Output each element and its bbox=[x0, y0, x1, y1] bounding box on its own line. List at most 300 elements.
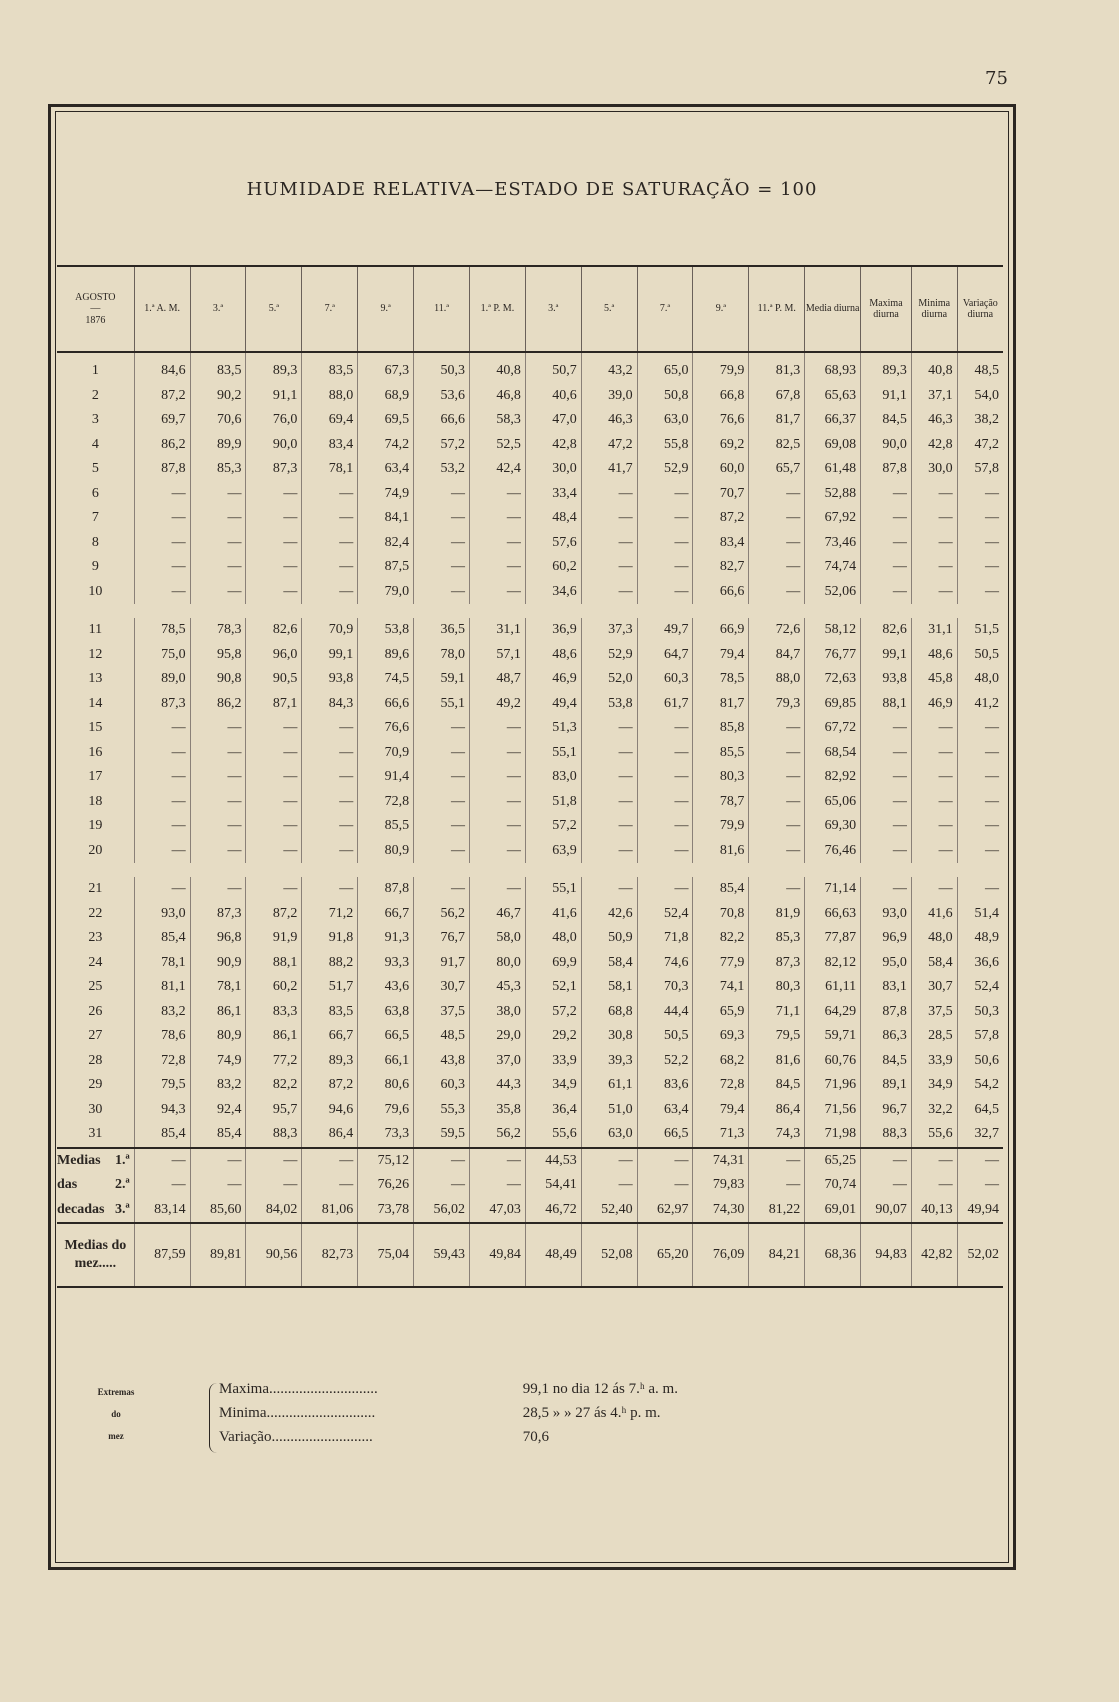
value-cell: 91,9 bbox=[246, 926, 302, 951]
page-number: 75 bbox=[985, 68, 1008, 89]
value-cell: 78,6 bbox=[134, 1024, 190, 1049]
value-cell: — bbox=[911, 814, 957, 839]
value-cell: 86,2 bbox=[190, 692, 246, 717]
value-cell: 70,3 bbox=[637, 975, 693, 1000]
value-cell: 47,2 bbox=[957, 433, 1003, 458]
value-cell: 60,3 bbox=[637, 667, 693, 692]
value-cell: 66,6 bbox=[693, 580, 749, 605]
value-cell: 39,3 bbox=[581, 1049, 637, 1074]
value-cell: — bbox=[414, 839, 470, 864]
value-cell: — bbox=[414, 765, 470, 790]
value-cell: 70,74 bbox=[805, 1173, 861, 1198]
value-cell: 37,5 bbox=[911, 1000, 957, 1025]
value-cell: 87,2 bbox=[693, 506, 749, 531]
value-cell: 89,1 bbox=[861, 1073, 912, 1098]
value-cell: 72,8 bbox=[693, 1073, 749, 1098]
value-cell: 63,4 bbox=[358, 457, 414, 482]
table-row bbox=[57, 814, 1003, 839]
value-cell: 51,7 bbox=[302, 975, 358, 1000]
value-cell: 74,6 bbox=[637, 951, 693, 976]
column-header: 3.ª bbox=[525, 266, 581, 352]
value-cell: 83,5 bbox=[302, 352, 358, 384]
value-cell: — bbox=[749, 1173, 805, 1198]
value-cell: 84,5 bbox=[861, 1049, 912, 1074]
value-cell: 57,8 bbox=[957, 457, 1003, 482]
value-cell: — bbox=[469, 716, 525, 741]
column-header: Minima diurna bbox=[911, 266, 957, 352]
value-cell: — bbox=[134, 506, 190, 531]
value-cell: 30,0 bbox=[525, 457, 581, 482]
value-cell: — bbox=[911, 580, 957, 605]
value-cell: — bbox=[414, 531, 470, 556]
value-cell: — bbox=[469, 506, 525, 531]
value-cell: 64,5 bbox=[957, 1098, 1003, 1123]
value-cell: 49,84 bbox=[469, 1223, 525, 1287]
value-cell: 70,7 bbox=[693, 482, 749, 507]
day-cell: 23 bbox=[88, 930, 103, 946]
value-cell: — bbox=[469, 555, 525, 580]
value-cell: — bbox=[861, 580, 912, 605]
value-cell: 78,5 bbox=[693, 667, 749, 692]
value-cell: 44,53 bbox=[525, 1148, 581, 1174]
table-row bbox=[57, 1098, 1003, 1123]
value-cell: 53,8 bbox=[358, 618, 414, 643]
value-cell: 40,8 bbox=[469, 352, 525, 384]
value-cell: 74,9 bbox=[358, 482, 414, 507]
value-cell: 68,2 bbox=[693, 1049, 749, 1074]
value-cell: 52,9 bbox=[581, 643, 637, 668]
value-cell: 57,2 bbox=[525, 1000, 581, 1025]
value-cell: 82,5 bbox=[749, 433, 805, 458]
value-cell: 95,0 bbox=[861, 951, 912, 976]
value-cell: 52,02 bbox=[957, 1223, 1003, 1287]
value-cell: 76,77 bbox=[805, 643, 861, 668]
table-row bbox=[57, 531, 1003, 556]
month-label: AGOSTO bbox=[75, 291, 116, 303]
value-cell: 78,1 bbox=[134, 951, 190, 976]
value-cell: 46,3 bbox=[911, 408, 957, 433]
value-cell: 30,8 bbox=[581, 1024, 637, 1049]
value-cell: 45,8 bbox=[911, 667, 957, 692]
value-cell: — bbox=[749, 741, 805, 766]
value-cell: 72,8 bbox=[134, 1049, 190, 1074]
day-cell: 3 bbox=[91, 412, 99, 428]
extreme-variation-row bbox=[219, 1429, 549, 1453]
value-cell: 83,5 bbox=[302, 1000, 358, 1025]
value-cell: 51,0 bbox=[581, 1098, 637, 1123]
value-cell: 54,2 bbox=[957, 1073, 1003, 1098]
day-cell: 17 bbox=[88, 769, 103, 785]
value-cell: — bbox=[190, 839, 246, 864]
value-cell: 86,1 bbox=[246, 1024, 302, 1049]
value-cell: 58,4 bbox=[581, 951, 637, 976]
value-cell: 52,2 bbox=[637, 1049, 693, 1074]
value-cell: 88,0 bbox=[302, 384, 358, 409]
column-header: 3.ª bbox=[190, 266, 246, 352]
value-cell: 70,9 bbox=[358, 741, 414, 766]
value-cell: — bbox=[861, 839, 912, 864]
value-cell: 78,1 bbox=[302, 457, 358, 482]
value-cell: — bbox=[581, 1173, 637, 1198]
value-cell: 86,2 bbox=[134, 433, 190, 458]
value-cell: 80,3 bbox=[749, 975, 805, 1000]
value-cell: — bbox=[957, 1148, 1003, 1174]
value-cell: 68,8 bbox=[581, 1000, 637, 1025]
value-cell: 72,8 bbox=[358, 790, 414, 815]
value-cell: 29,0 bbox=[469, 1024, 525, 1049]
value-cell: 80,3 bbox=[693, 765, 749, 790]
value-cell: — bbox=[302, 555, 358, 580]
value-cell: 55,1 bbox=[525, 741, 581, 766]
value-cell: 36,4 bbox=[525, 1098, 581, 1123]
value-cell: — bbox=[302, 1173, 358, 1198]
value-cell: 90,5 bbox=[246, 667, 302, 692]
value-cell: 73,3 bbox=[358, 1122, 414, 1148]
value-cell: 30,7 bbox=[414, 975, 470, 1000]
value-cell: 91,8 bbox=[302, 926, 358, 951]
value-cell: — bbox=[637, 765, 693, 790]
value-cell: — bbox=[861, 1173, 912, 1198]
value-cell: — bbox=[911, 506, 957, 531]
table-row bbox=[57, 384, 1003, 409]
value-cell: 52,9 bbox=[637, 457, 693, 482]
value-cell: — bbox=[134, 790, 190, 815]
value-cell: 63,0 bbox=[581, 1122, 637, 1148]
value-cell: 66,7 bbox=[302, 1024, 358, 1049]
value-cell: 83,4 bbox=[693, 531, 749, 556]
value-cell: 83,3 bbox=[246, 1000, 302, 1025]
medias-mez-label: Medias do mez..... bbox=[57, 1223, 134, 1287]
value-cell: 42,6 bbox=[581, 902, 637, 927]
value-cell: 57,2 bbox=[414, 433, 470, 458]
value-cell: — bbox=[302, 506, 358, 531]
column-header: 9.ª bbox=[693, 266, 749, 352]
value-cell: 74,1 bbox=[693, 975, 749, 1000]
extreme-min-row bbox=[219, 1405, 660, 1429]
value-cell: 87,59 bbox=[134, 1223, 190, 1287]
day-cell: 2 bbox=[91, 387, 99, 403]
value-cell: 61,7 bbox=[637, 692, 693, 717]
value-cell: 88,3 bbox=[861, 1122, 912, 1148]
value-cell: — bbox=[246, 1148, 302, 1174]
value-cell: 32,7 bbox=[957, 1122, 1003, 1148]
value-cell: 87,3 bbox=[190, 902, 246, 927]
value-cell: — bbox=[414, 814, 470, 839]
value-cell: 70,8 bbox=[693, 902, 749, 927]
value-cell: 34,6 bbox=[525, 580, 581, 605]
value-cell: 65,06 bbox=[805, 790, 861, 815]
value-cell: 87,8 bbox=[861, 1000, 912, 1025]
table-frame bbox=[48, 104, 1016, 1570]
value-cell: 46,8 bbox=[469, 384, 525, 409]
table-row bbox=[57, 352, 1003, 384]
value-cell: 74,9 bbox=[190, 1049, 246, 1074]
value-cell: 74,74 bbox=[805, 555, 861, 580]
value-cell: 87,1 bbox=[246, 692, 302, 717]
value-cell: — bbox=[414, 1173, 470, 1198]
value-cell: 71,8 bbox=[637, 926, 693, 951]
value-cell: 67,3 bbox=[358, 352, 414, 384]
value-cell: 84,21 bbox=[749, 1223, 805, 1287]
value-cell: 76,09 bbox=[693, 1223, 749, 1287]
value-cell: 74,31 bbox=[693, 1148, 749, 1174]
value-cell: 91,7 bbox=[414, 951, 470, 976]
value-cell: 90,0 bbox=[861, 433, 912, 458]
value-cell: 63,9 bbox=[525, 839, 581, 864]
value-cell: 78,7 bbox=[693, 790, 749, 815]
value-cell: — bbox=[749, 506, 805, 531]
value-cell: — bbox=[957, 531, 1003, 556]
value-cell: 89,0 bbox=[134, 667, 190, 692]
value-cell: 50,6 bbox=[957, 1049, 1003, 1074]
value-cell: — bbox=[637, 506, 693, 531]
table-row bbox=[57, 877, 1003, 902]
value-cell: — bbox=[749, 716, 805, 741]
value-cell: 85,4 bbox=[134, 1122, 190, 1148]
value-cell: — bbox=[302, 1148, 358, 1174]
value-cell: — bbox=[134, 580, 190, 605]
value-cell: 42,82 bbox=[911, 1223, 957, 1287]
value-cell: 69,30 bbox=[805, 814, 861, 839]
value-cell: — bbox=[637, 716, 693, 741]
extreme-max-row bbox=[219, 1381, 678, 1405]
value-cell: 68,54 bbox=[805, 741, 861, 766]
extreme-value: 70,6 bbox=[522, 1429, 549, 1445]
value-cell: 57,1 bbox=[469, 643, 525, 668]
value-cell: 60,2 bbox=[246, 975, 302, 1000]
value-cell: 67,72 bbox=[805, 716, 861, 741]
value-cell: 90,0 bbox=[246, 433, 302, 458]
value-cell: — bbox=[469, 1148, 525, 1174]
value-cell: 90,56 bbox=[246, 1223, 302, 1287]
value-cell: — bbox=[134, 531, 190, 556]
day-cell: 25 bbox=[88, 979, 103, 995]
column-header: 1.ª A. M. bbox=[134, 266, 190, 352]
value-cell: 87,2 bbox=[302, 1073, 358, 1098]
table-row bbox=[57, 926, 1003, 951]
day-cell: 31 bbox=[88, 1126, 103, 1142]
value-cell: 50,3 bbox=[957, 1000, 1003, 1025]
value-cell: 46,3 bbox=[581, 408, 637, 433]
value-cell: 96,9 bbox=[861, 926, 912, 951]
value-cell: 82,73 bbox=[302, 1223, 358, 1287]
value-cell: — bbox=[302, 877, 358, 902]
value-cell: 81,3 bbox=[749, 352, 805, 384]
value-cell: 30,7 bbox=[911, 975, 957, 1000]
value-cell: 40,13 bbox=[911, 1198, 957, 1224]
value-cell: 86,4 bbox=[749, 1098, 805, 1123]
extreme-name: Maxima............................. bbox=[219, 1381, 378, 1397]
value-cell: 47,03 bbox=[469, 1198, 525, 1224]
value-cell: 78,1 bbox=[190, 975, 246, 1000]
value-cell: 61,48 bbox=[805, 457, 861, 482]
day-rows bbox=[57, 352, 1003, 1148]
day-cell: 11 bbox=[88, 622, 103, 638]
value-cell: 58,4 bbox=[911, 951, 957, 976]
value-cell: 87,8 bbox=[358, 877, 414, 902]
value-cell: 42,8 bbox=[525, 433, 581, 458]
value-cell: 63,0 bbox=[637, 408, 693, 433]
value-cell: — bbox=[911, 1173, 957, 1198]
value-cell: — bbox=[190, 741, 246, 766]
value-cell: 46,72 bbox=[525, 1198, 581, 1224]
value-cell: 81,6 bbox=[749, 1049, 805, 1074]
value-cell: 93,3 bbox=[358, 951, 414, 976]
value-cell: 96,8 bbox=[190, 926, 246, 951]
value-cell: 85,60 bbox=[190, 1198, 246, 1224]
value-cell: 57,8 bbox=[957, 1024, 1003, 1049]
value-cell: 72,6 bbox=[749, 618, 805, 643]
day-cell: 8 bbox=[91, 534, 99, 550]
value-cell: 99,1 bbox=[861, 643, 912, 668]
value-cell: — bbox=[861, 877, 912, 902]
value-cell: — bbox=[957, 741, 1003, 766]
value-cell: — bbox=[134, 482, 190, 507]
value-cell: 80,9 bbox=[358, 839, 414, 864]
value-cell: 93,0 bbox=[861, 902, 912, 927]
value-cell: 84,02 bbox=[246, 1198, 302, 1224]
value-cell: 84,5 bbox=[749, 1073, 805, 1098]
day-cell: 6 bbox=[91, 485, 99, 501]
value-cell: 49,94 bbox=[957, 1198, 1003, 1224]
value-cell: 87,3 bbox=[134, 692, 190, 717]
value-cell: 87,3 bbox=[246, 457, 302, 482]
column-header: 7.ª bbox=[302, 266, 358, 352]
value-cell: — bbox=[246, 506, 302, 531]
table-row bbox=[57, 408, 1003, 433]
value-cell: 79,9 bbox=[693, 352, 749, 384]
column-header: 9.ª bbox=[358, 266, 414, 352]
day-cell: 5 bbox=[91, 461, 99, 477]
day-cell: 1 bbox=[91, 363, 99, 379]
value-cell: 58,12 bbox=[805, 618, 861, 643]
value-cell: 83,0 bbox=[525, 765, 581, 790]
medias-decadas-label: das bbox=[57, 1177, 78, 1193]
value-cell: — bbox=[957, 555, 1003, 580]
value-cell: — bbox=[246, 877, 302, 902]
value-cell: 92,4 bbox=[190, 1098, 246, 1123]
month-header bbox=[57, 266, 134, 352]
value-cell: 66,6 bbox=[414, 408, 470, 433]
column-header: Media diurna bbox=[805, 266, 861, 352]
day-cell: 4 bbox=[91, 436, 99, 452]
table-row bbox=[57, 482, 1003, 507]
value-cell: 83,2 bbox=[134, 1000, 190, 1025]
extremes-label-line: mez bbox=[108, 1431, 124, 1441]
day-cell: 14 bbox=[88, 695, 103, 711]
value-cell: 79,0 bbox=[358, 580, 414, 605]
value-cell: — bbox=[414, 741, 470, 766]
column-header: 11.ª P. M. bbox=[749, 266, 805, 352]
value-cell: 41,2 bbox=[957, 692, 1003, 717]
value-cell: 51,3 bbox=[525, 716, 581, 741]
value-cell: 60,0 bbox=[693, 457, 749, 482]
value-cell: 82,6 bbox=[246, 618, 302, 643]
value-cell: — bbox=[190, 531, 246, 556]
value-cell: — bbox=[861, 790, 912, 815]
value-cell: — bbox=[302, 790, 358, 815]
value-cell: 87,2 bbox=[134, 384, 190, 409]
value-cell: — bbox=[302, 741, 358, 766]
value-cell: — bbox=[637, 1148, 693, 1174]
value-cell: 91,4 bbox=[358, 765, 414, 790]
medias-decada-row bbox=[57, 1173, 1003, 1198]
value-cell: — bbox=[190, 1173, 246, 1198]
decada-ordinal: 2.ª bbox=[115, 1177, 130, 1193]
value-cell: 50,5 bbox=[957, 643, 1003, 668]
value-cell: 76,26 bbox=[358, 1173, 414, 1198]
extreme-name: Minima............................. bbox=[219, 1405, 376, 1421]
value-cell: 88,1 bbox=[246, 951, 302, 976]
value-cell: 50,9 bbox=[581, 926, 637, 951]
value-cell: 76,7 bbox=[414, 926, 470, 951]
value-cell: 71,56 bbox=[805, 1098, 861, 1123]
value-cell: — bbox=[957, 877, 1003, 902]
table-row bbox=[57, 716, 1003, 741]
value-cell: 96,7 bbox=[861, 1098, 912, 1123]
value-cell: 89,9 bbox=[190, 433, 246, 458]
day-cell: 18 bbox=[88, 793, 103, 809]
value-cell: 87,5 bbox=[358, 555, 414, 580]
value-cell: 88,3 bbox=[246, 1122, 302, 1148]
value-cell: 84,6 bbox=[134, 352, 190, 384]
value-cell: 86,4 bbox=[302, 1122, 358, 1148]
value-cell: 71,1 bbox=[749, 1000, 805, 1025]
value-cell: 87,2 bbox=[246, 902, 302, 927]
value-cell: — bbox=[581, 482, 637, 507]
value-cell: — bbox=[581, 839, 637, 864]
value-cell: — bbox=[302, 482, 358, 507]
value-cell: — bbox=[957, 1173, 1003, 1198]
value-cell: — bbox=[911, 1148, 957, 1174]
value-cell: 37,5 bbox=[414, 1000, 470, 1025]
value-cell: 79,83 bbox=[693, 1173, 749, 1198]
value-cell: — bbox=[134, 555, 190, 580]
value-cell: 63,4 bbox=[637, 1098, 693, 1123]
day-cell: 16 bbox=[88, 744, 103, 760]
value-cell: 80,0 bbox=[469, 951, 525, 976]
value-cell: 85,4 bbox=[693, 877, 749, 902]
value-cell: 83,6 bbox=[637, 1073, 693, 1098]
decade-spacer bbox=[57, 863, 1003, 877]
value-cell: 52,4 bbox=[957, 975, 1003, 1000]
day-cell: 26 bbox=[88, 1003, 103, 1019]
value-cell: — bbox=[637, 741, 693, 766]
value-cell: 85,3 bbox=[190, 457, 246, 482]
value-cell: — bbox=[861, 531, 912, 556]
value-cell: 50,8 bbox=[637, 384, 693, 409]
value-cell: 52,4 bbox=[637, 902, 693, 927]
day-cell: 12 bbox=[88, 646, 103, 662]
value-cell: 66,5 bbox=[358, 1024, 414, 1049]
value-cell: — bbox=[637, 790, 693, 815]
value-cell: — bbox=[134, 765, 190, 790]
value-cell: 55,6 bbox=[525, 1122, 581, 1148]
table-row bbox=[57, 457, 1003, 482]
value-cell: 64,29 bbox=[805, 1000, 861, 1025]
value-cell: — bbox=[749, 555, 805, 580]
value-cell: 60,2 bbox=[525, 555, 581, 580]
value-cell: — bbox=[861, 741, 912, 766]
column-header: Variação diurna bbox=[957, 266, 1003, 352]
value-cell: 78,5 bbox=[134, 618, 190, 643]
value-cell: 63,8 bbox=[358, 1000, 414, 1025]
value-cell: — bbox=[861, 482, 912, 507]
value-cell: 82,4 bbox=[358, 531, 414, 556]
value-cell: 55,3 bbox=[414, 1098, 470, 1123]
value-cell: 35,8 bbox=[469, 1098, 525, 1123]
value-cell: 81,7 bbox=[693, 692, 749, 717]
